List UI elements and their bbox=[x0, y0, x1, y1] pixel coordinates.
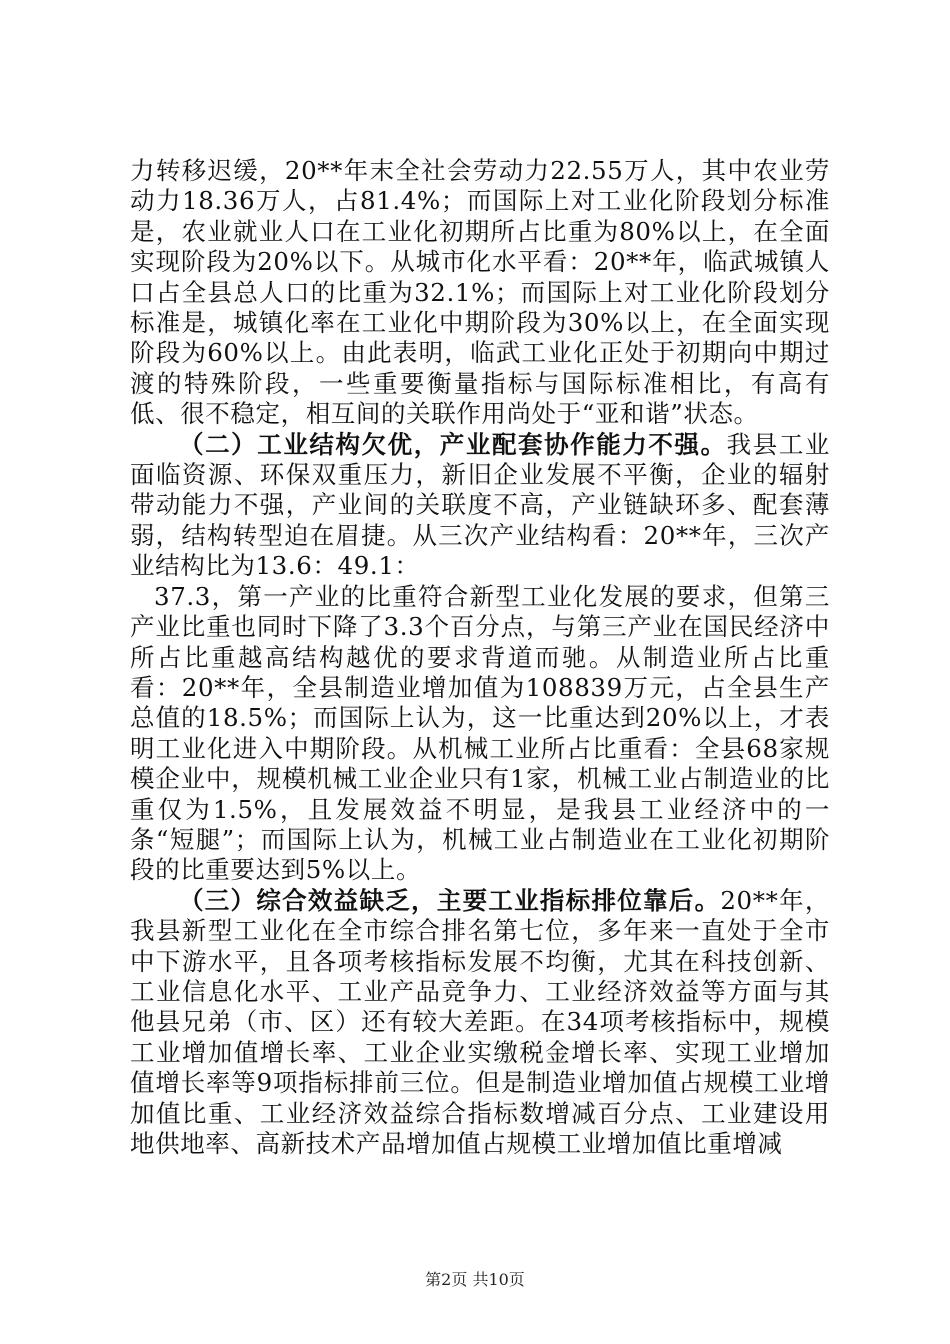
paragraph-continued bbox=[130, 156, 830, 430]
section-heading: （二）工业结构欠优，产业配套协作能力不强。 bbox=[179, 429, 727, 459]
paragraph-text: 力转移迟缓，20**年末全社会劳动力22.55万人，其中农业劳动力18.36万人，占81.4%；而国际上对工业化阶段划分标准是，农业就业人口在工业化初期所占比重为80%以上，在全面实现阶段为20%以下。从城市化水平看：20**年，临武城镇人口占全县总人口的比重为32.1%；而国际上对工业化阶段划分标准是，城镇化率在工业化中期阶段为30%以上，在全面实现阶段为60%以上。由此表明，临武工业化正处于初期向中期过渡的特殊阶段，一些重要衡量指标与国际标准相比，有高有低、很不稳定，相互间的关联作用尚处于“亚和谐”状态。 bbox=[130, 156, 830, 429]
paragraph-section-2 bbox=[130, 430, 830, 582]
paragraph-continued-2 bbox=[130, 582, 830, 886]
document-body bbox=[130, 156, 830, 1159]
paragraph-text: 20**年，我县新型工业化在全市综合排名第七位，多年来一直处于全市中下游水平，且各项考核指标发展不均衡，尤其在科技创新、工业信息化水平、工业产品竞争力、工业经济效益等方面与其他县兄弟（市、区）还有较大差距。在34项考核指标中，规模工业增加值增长率、工业企业实缴税金增长率、实现工业增加值增长率等9项指标排前三位。但是制造业增加值占规模工业增加值比重、工业经济效益综合指标数增减百分点、工业建设用地供地率、高新技术产品增加值占规模工业增加值比重增减 bbox=[130, 885, 830, 1158]
paragraph-section-3 bbox=[130, 886, 830, 1160]
paragraph-text: 37.3，第一产业的比重符合新型工业化发展的要求，但第三产业比重也同时下降了3.3个百分点，与第三产业在国民经济中所占比重越高结构越优的要求背道而驰。从制造业所占比重看：20**年，全县制造业增加值为108839万元，占全县生产总值的18.5%；而国际上认为，这一比重达到20%以上，才表明工业化进入中期阶段。从机械工业所占比重看：全县68家规模企业中，规模机械工业企业只有1家，机械工业占制造业的比重仅为1.5%，且发展效益不明显，是我县工业经济中的一条“短腿”；而国际上认为，机械工业占制造业在工业化初期阶段的比重要达到5%以上。 bbox=[130, 581, 830, 885]
page-number-footer: 第2页 共10页 bbox=[425, 1270, 525, 1289]
paragraph-text: 我县工业面临资源、环保双重压力，新旧企业发展不平衡，企业的辐射带动能力不强，产业间的关联度不高，产业链缺环多、配套薄弱，结构转型迫在眉捷。从三次产业结构看：20**年，三次产业结构比为13.6：49.1： bbox=[130, 429, 830, 581]
section-heading: （三）综合效益缺乏，主要工业指标排位靠后。 bbox=[179, 885, 721, 915]
